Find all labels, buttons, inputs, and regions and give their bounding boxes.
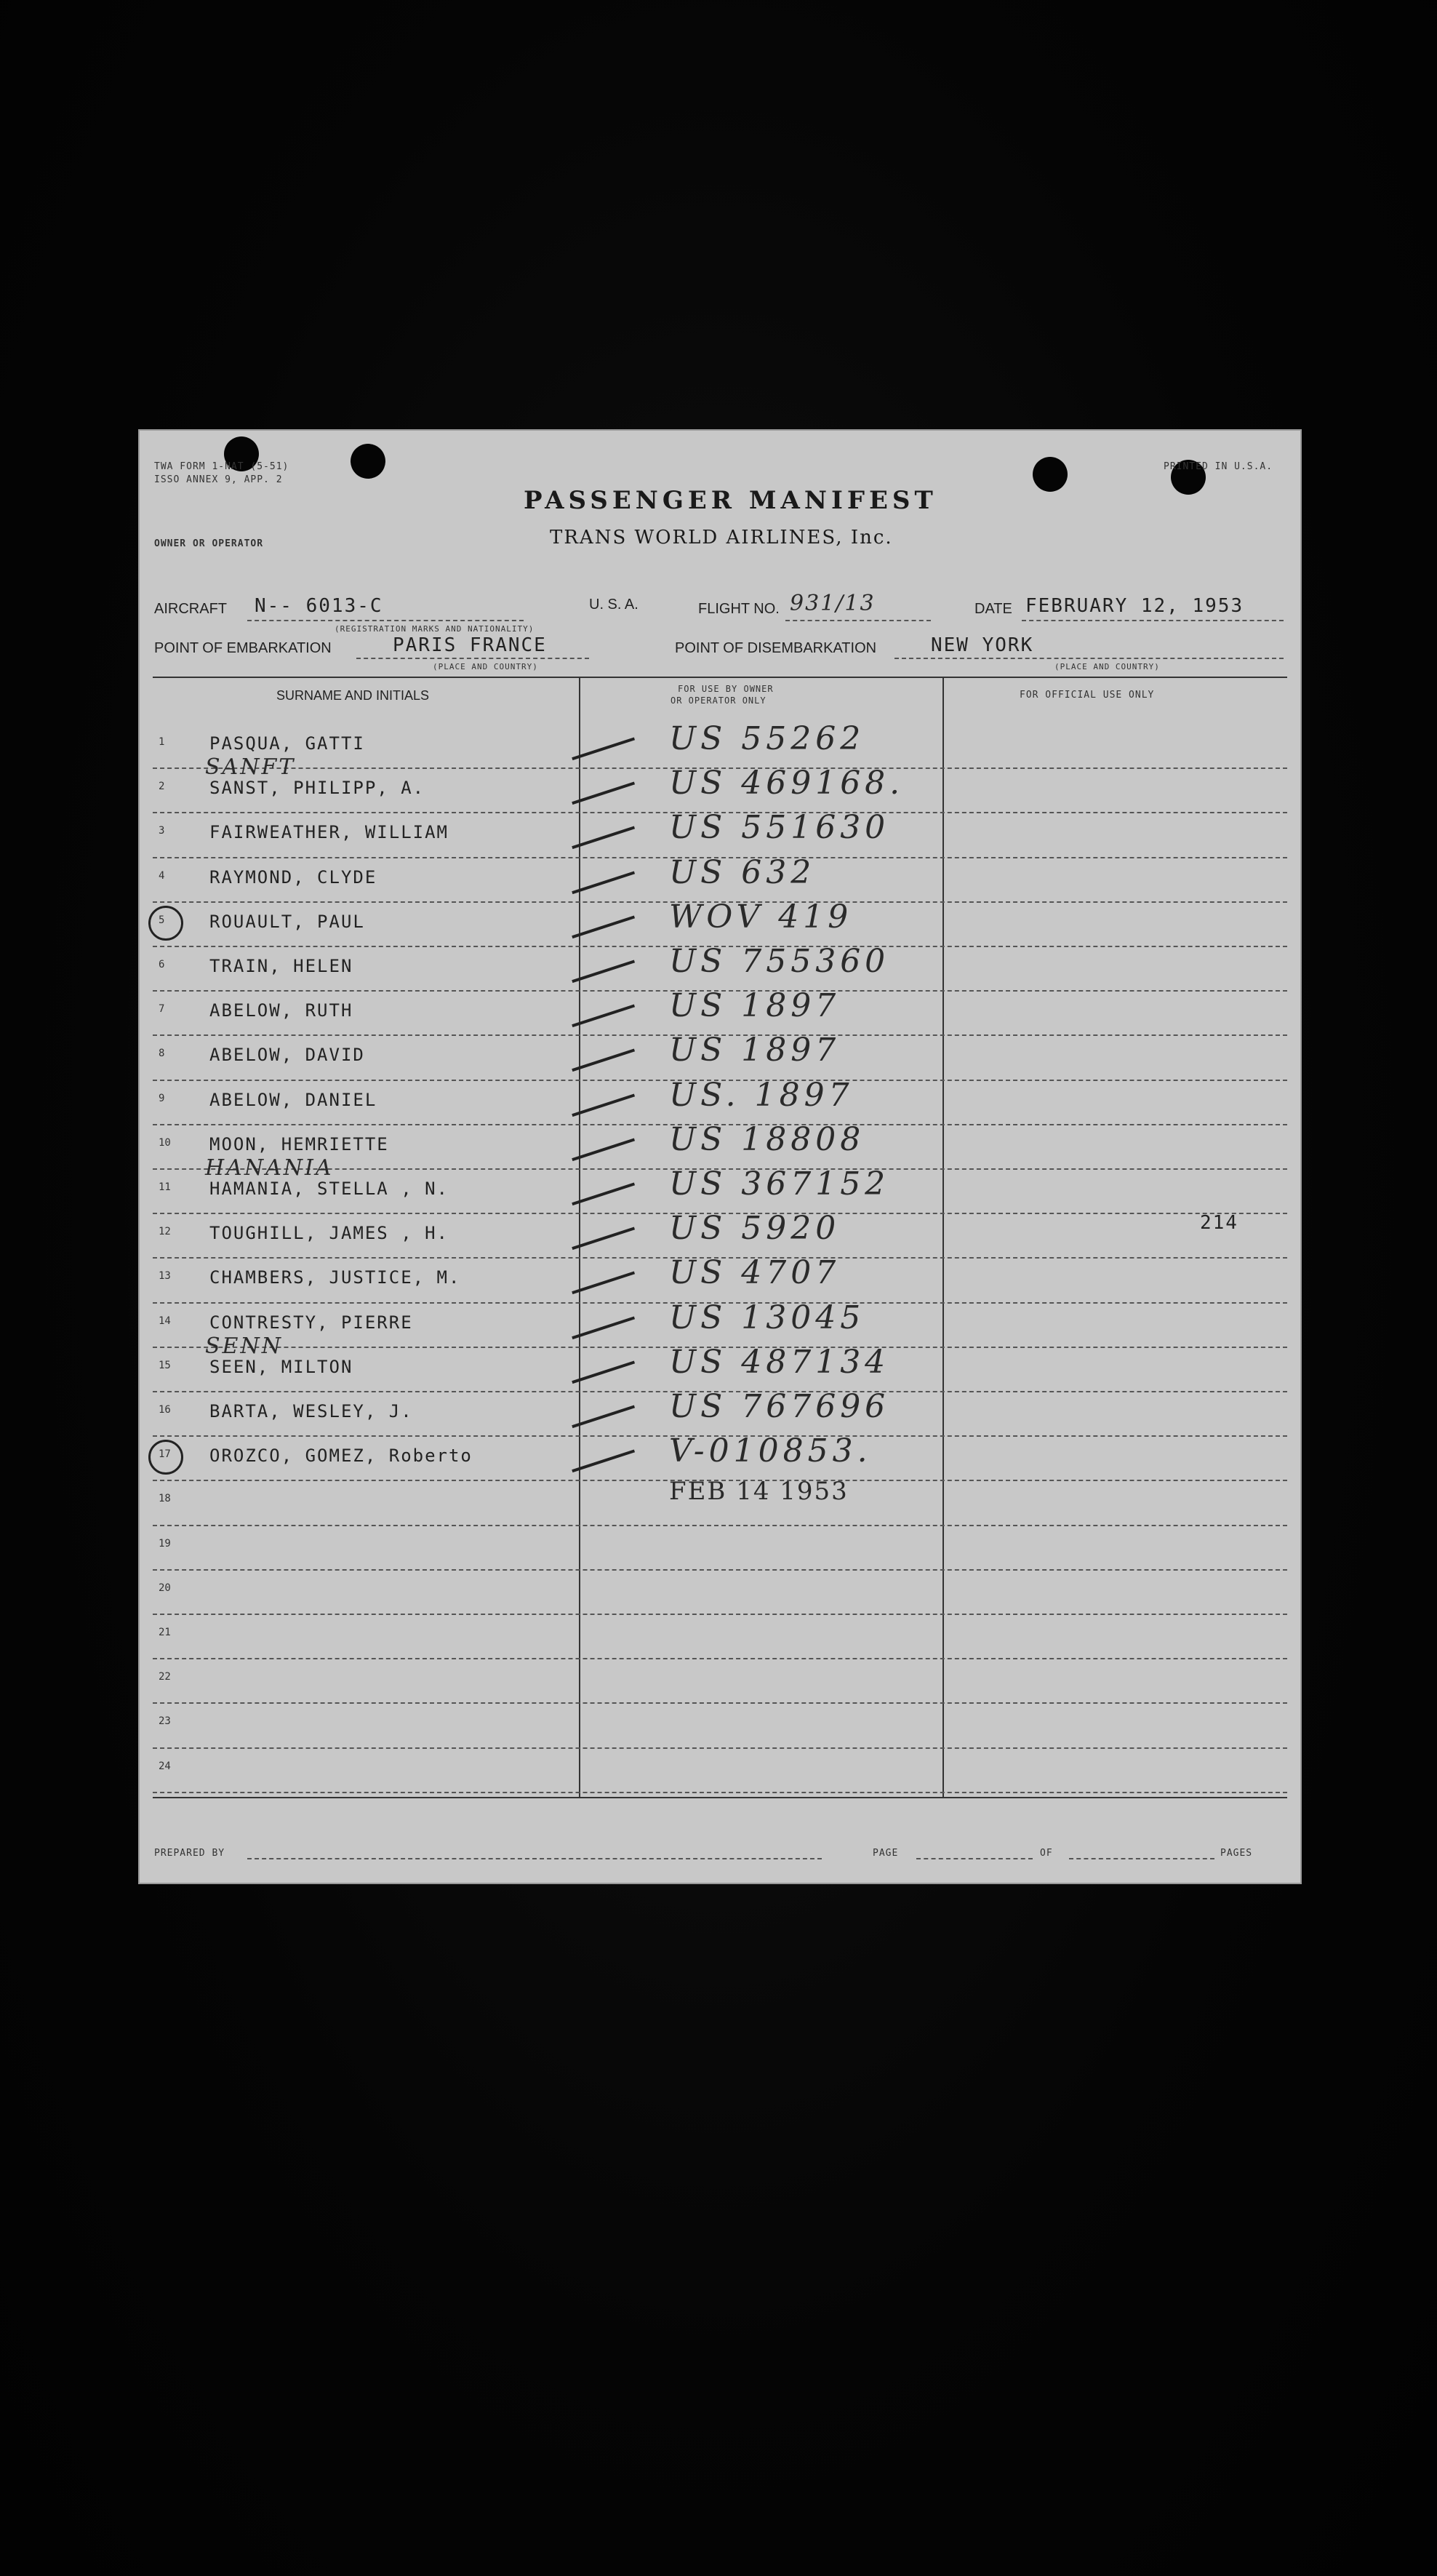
- passport-number: US 551630: [669, 809, 890, 847]
- passport-number: US 367152: [669, 1165, 890, 1203]
- passport-number: US 755360: [669, 943, 890, 980]
- row-number: 24: [159, 1760, 171, 1772]
- disembarkation-label: POINT OF DISEMBARKATION: [675, 640, 877, 656]
- flight-label: FLIGHT NO.: [698, 601, 780, 617]
- col-header-official: FOR OFFICIAL USE ONLY: [1020, 690, 1155, 701]
- passport-number: US 767696: [669, 1388, 890, 1425]
- col-header-surname: SURNAME AND INITIALS: [276, 688, 430, 703]
- passenger-name: OROZCO, GOMEZ, Roberto: [209, 1445, 473, 1467]
- manifest-page: [138, 429, 1302, 1884]
- passport-number: US 632: [669, 853, 816, 891]
- passport-number: US 1897: [669, 1032, 841, 1069]
- punch-hole: [1033, 457, 1068, 492]
- passenger-name: ABELOW, RUTH: [209, 1000, 353, 1021]
- row-divider: [153, 1747, 1287, 1749]
- passport-number: US 13045: [669, 1299, 865, 1336]
- date-value: FEBRUARY 12, 1953: [1025, 595, 1244, 617]
- row-number: 20: [159, 1582, 171, 1594]
- form-id-line2: ISSO ANNEX 9, APP. 2: [154, 474, 283, 485]
- row-number: 13: [159, 1270, 171, 1283]
- place-note-2: (PLACE AND COUNTRY): [1054, 662, 1160, 671]
- passenger-name: FAIRWEATHER, WILLIAM: [209, 822, 449, 843]
- embarkation-value: PARIS FRANCE: [393, 634, 547, 656]
- passport-number: US 18808: [669, 1120, 865, 1158]
- flight-value: 931/13: [790, 591, 876, 616]
- row-divider: [153, 1614, 1287, 1615]
- passenger-name: CONTRESTY, PIERRE: [209, 1312, 413, 1333]
- passenger-name: ABELOW, DANIEL: [209, 1089, 377, 1110]
- name-correction: SENN: [205, 1333, 283, 1359]
- registration-note: (REGISTRATION MARKS AND NATIONALITY): [335, 624, 535, 634]
- disembarkation-value: NEW YORK: [931, 634, 1034, 656]
- passenger-name: PASQUA, GATTI: [209, 733, 365, 754]
- passenger-name: HAMANIA, STELLA , N.: [209, 1179, 449, 1199]
- form-id-line1: TWA FORM 1-NAT (5-51): [154, 461, 289, 472]
- row-number: 18: [159, 1493, 171, 1505]
- manifest-title: PASSENGER MANIFEST: [524, 486, 937, 515]
- row-number: 15: [159, 1359, 171, 1371]
- row-number: 7: [159, 1003, 165, 1016]
- row-divider: [153, 1569, 1287, 1571]
- row-divider: [153, 1702, 1287, 1704]
- row-number: 6: [159, 959, 165, 970]
- row-number: 11: [159, 1181, 171, 1193]
- passport-number: US 5920: [669, 1210, 841, 1248]
- row-number: 23: [159, 1715, 171, 1728]
- col-header-operator-1: FOR USE BY OWNER: [678, 684, 774, 694]
- row-number-circle: [148, 1440, 183, 1475]
- passport-number: WOV 419: [669, 898, 853, 936]
- of-label: OF: [1040, 1848, 1053, 1859]
- col-header-operator-2: OR OPERATOR ONLY: [671, 695, 766, 706]
- passenger-name: SEEN, MILTON: [209, 1356, 353, 1377]
- passenger-name: RAYMOND, CLYDE: [209, 866, 377, 888]
- passenger-name: MOON, HEMRIETTE: [209, 1133, 389, 1155]
- row-number: 19: [159, 1537, 171, 1550]
- row-number: 10: [159, 1136, 171, 1149]
- nationality: U. S. A.: [589, 597, 639, 613]
- passport-number: US. 1897: [669, 1076, 854, 1114]
- page-label: PAGE: [873, 1848, 899, 1859]
- row-number: 21: [159, 1627, 171, 1638]
- row-number-circle: [148, 906, 183, 941]
- punch-hole: [351, 444, 385, 479]
- passport-number: FEB 14 1953: [669, 1477, 849, 1507]
- passenger-name: CHAMBERS, JUSTICE, M.: [209, 1267, 461, 1288]
- row-number: 1: [159, 736, 165, 748]
- passenger-name: TOUGHILL, JAMES , H.: [209, 1223, 449, 1244]
- name-correction: SANFT: [205, 754, 296, 781]
- row-divider: [153, 1658, 1287, 1659]
- passport-number: V-010853.: [669, 1432, 872, 1470]
- row-number: 17: [159, 1448, 171, 1461]
- row-divider: [153, 1525, 1287, 1526]
- official-note: 214: [1200, 1212, 1238, 1234]
- place-note: (PLACE AND COUNTRY): [433, 662, 538, 671]
- passport-number: US 4707: [669, 1254, 841, 1292]
- row-number: 5: [159, 914, 165, 926]
- passport-number: US 55262: [669, 720, 865, 757]
- passport-number: US 469168.: [669, 765, 905, 802]
- row-number: 2: [159, 781, 165, 793]
- row-number: 8: [159, 1048, 165, 1060]
- row-number: 22: [159, 1671, 171, 1683]
- passport-number: US 1897: [669, 987, 841, 1025]
- printed-note: PRINTED IN U.S.A.: [1164, 461, 1273, 472]
- row-number: 9: [159, 1092, 165, 1104]
- row-number: 3: [159, 825, 165, 837]
- row-number: 14: [159, 1315, 171, 1327]
- airline-name: TRANS WORLD AIRLINES, Inc.: [550, 527, 893, 549]
- owner-label: OWNER OR OPERATOR: [154, 538, 264, 549]
- passenger-name: TRAIN, HELEN: [209, 956, 353, 976]
- row-divider: [153, 1792, 1287, 1793]
- row-number: 12: [159, 1226, 171, 1238]
- row-number: 4: [159, 869, 165, 882]
- row-number: 16: [159, 1404, 171, 1416]
- aircraft-value: N-- 6013-C: [255, 595, 383, 617]
- embarkation-label: POINT OF EMBARKATION: [154, 640, 332, 656]
- aircraft-label: AIRCRAFT: [154, 601, 227, 617]
- passenger-name: SANST, PHILIPP, A.: [209, 778, 425, 799]
- prepared-by-label: PREPARED BY: [154, 1848, 225, 1859]
- passenger-name: BARTA, WESLEY, J.: [209, 1401, 413, 1421]
- pages-label: PAGES: [1220, 1848, 1253, 1859]
- date-label: DATE: [974, 601, 1012, 617]
- checkmark: [565, 717, 635, 760]
- name-correction: HANANIA: [205, 1155, 334, 1181]
- passenger-name: ROUAULT, PAUL: [209, 911, 365, 932]
- passenger-name: ABELOW, DAVID: [209, 1045, 365, 1066]
- passport-number: US 487134: [669, 1343, 890, 1381]
